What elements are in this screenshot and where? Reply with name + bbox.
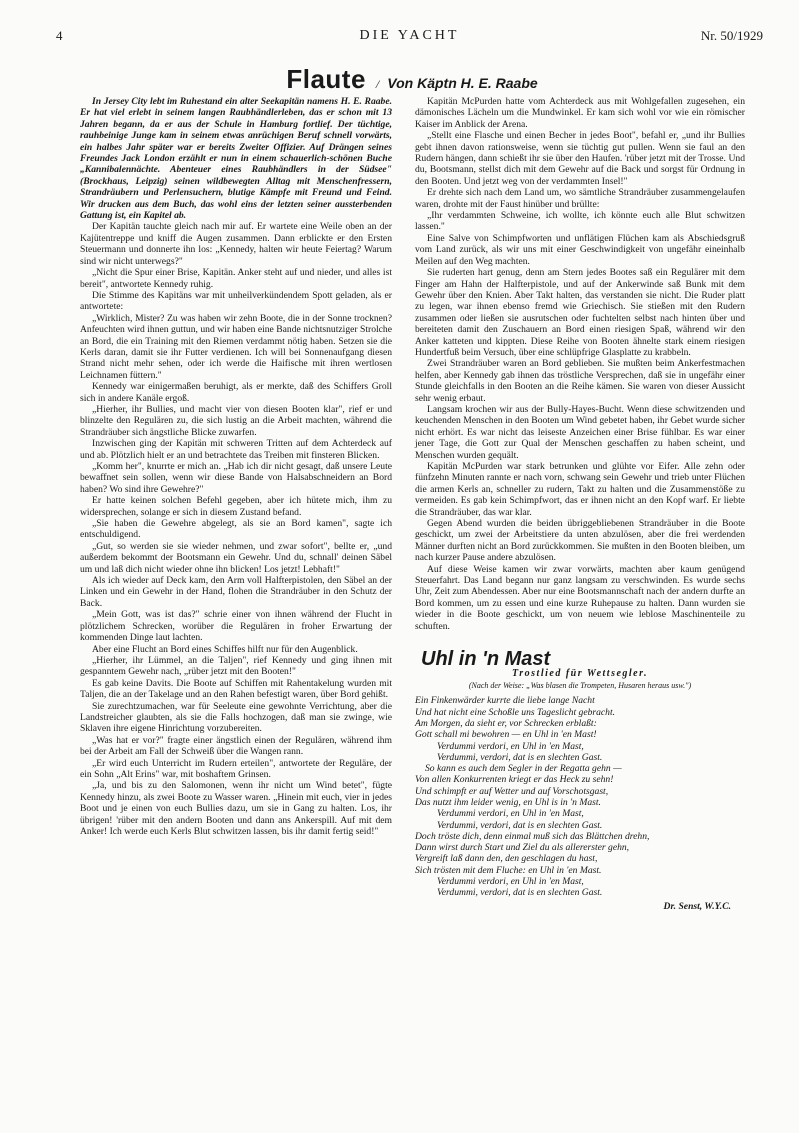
poem-subtitle: Trostlied für Wettsegler. <box>512 667 648 679</box>
poem-line: Doch tröste dich, denn einmal muß sich das Blättchen drehn, <box>415 830 650 842</box>
article-paragraph: „Hierher, ihr Lümmel, an die Taljen", rief Kennedy und ging ihnen mit gespanntem Gewehr nach, „rüber jetzt mit den Booten!" <box>80 654 392 678</box>
poem-melody-note: (Nach der Weise: „Was blasen die Trompeten, Husaren heraus usw.") <box>468 680 692 690</box>
left-column-body <box>80 221 392 837</box>
article-paragraph: Inzwischen ging der Kapitän mit schweren Tritten auf dem Achterdeck auf und ab. Plötzlich hielt er an und betrachtete das Treiben mit finsteren Blicken. <box>80 438 392 461</box>
article-paragraph: Er hatte keinen solchen Befehl gegeben, aber ich hütete mich, ihm zu widersprechen, solange er sich in diesem Zustand befand. <box>80 495 392 518</box>
poem-line: Gott schall mi bewohren — en Uhl in 'en Mast! <box>415 729 597 741</box>
article-paragraph: Zwei Strandräuber waren an Bord geblieben. Sie mußten beim Ankerfestmachen helfen, aber Kennedy gab ihnen das tröstliche Versprechen, daß sie in ungefähr einer Stunde gleichfalls in den Booten an die Reihe kämen. Sie waren von dieser Aussicht sehr wenig erbaut. <box>415 358 745 404</box>
poem-line: Dann wirst durch Start und Ziel du als allererster gehn, <box>415 842 630 854</box>
article-paragraph: „Nicht die Spur einer Brise, Kapitän. Anker steht auf und nieder, und alles ist bereit", antwortete Kennedy ruhig. <box>80 267 392 290</box>
poem-line: Verdummi, verdori, dat is en slechten Gast. <box>437 819 603 831</box>
article-paragraph: „Ja, und bis zu den Salomonen, wenn ihr nicht um Wind betet", fügte Kennedy hinzu, als zwei Boote zu Wasser waren. „Hinein mit euch, vier in jedes Boot und je einen von euch Bullies dazu, um sie in Gang zu halten. Los, ihr übrigen! 'rüber mit den andern Booten und dann ans Ankerspill. Auf mit dem Anker! Ich werde euch Kerls Blut schwitzen lassen, bis ihr damit fertig seid!" <box>80 780 392 837</box>
article-paragraph: Eine Salve von Schimpfworten und unflätigen Flüchen kam als Abschiedsgruß vom Land zurück, als wir uns mit einer Geschwindigkeit von ungefähr eineinhalb Meilen auf den Weg machten. <box>415 232 745 267</box>
article-paragraph: Der Kapitän tauchte gleich nach mir auf. Er wartete eine Weile oben an der Kajütentreppe und kniff die Augen zusammen. Dann erblickte er den Ersten Steuermann und donnerte ihn los: „Kennedy, halten wir heute Feiertag? Warum sind wir nicht unterwegs?" <box>80 221 392 267</box>
right-column <box>415 96 745 912</box>
poem-line: Und hat nicht eine Schoßle uns Tageslicht gebracht. <box>415 706 616 718</box>
article-paragraph: Kapitän McPurden war stark betrunken und glühte vor Eifer. Alle zehn oder fünfzehn Minuten rannte er nach vorn, schwang sein Gewehr und trieb unter Flüchen die armen Kerls an, schneller zu rudern, Takt zu halten und die Zusammenstöße zu vermeiden. Es gab kein Schimpfwort, das er ihnen nicht an den Kopf warf. Er liebte die Strandräuber, das war klar. <box>415 461 745 518</box>
article-intro: In Jersey City lebt im Ruhestand ein alter Seekapitän namens H. E. Raabe. Er hat viel erlebt in seinem langen Raubhändlerleben, das er schon mit 13 Jahren begann, da er aus der Schule in Hamburg fortlief. Der tüchtige, rauhbeinige Junge kam in seinem etwas anrüchigen Beruf schnell vorwärts, ein halbes Jahr später war er bereits Zweiter Offizier. Auf Drängen seines Freundes Jack London erzählt er nun in einem schauerlich-schönen Buche „Kannibalennächte. Abenteuer eines Raubhändlers in der Südsee" (Brockhaus, Leipzig) seinen wildbewegten Alltag mit Menschenfressern, Strandräubern und Perlensuchern, blutige Kämpfe mit Freund und Feind. Wir drucken aus dem Buch, das wohl eins der letzten seiner aussterbenden Gattung ist, ein Kapitel ab. <box>80 96 392 222</box>
poem-line: Am Morgen, da sieht er, vor Schrecken erblaßt: <box>415 717 597 729</box>
article-paragraph: „Wirklich, Mister? Zu was haben wir zehn Boote, die in der Sonne trocknen? Anfeuchten wird ihnen guttun, und wir haben eine Bande nichtsnutziger Strolche an Bord, die ein Training mit den Riemen verdammt nötig haben. Setzen sie die Kerls daran, damit sie ihr Futter verdienen. Ich will bei Sonnenaufgang diesen Strand nicht mehr sehen, oder ich werde die Haifische mit ihren wertlosen Leichnamen füttern." <box>80 312 392 381</box>
article-paragraph: Es gab keine Davits. Die Boote auf Schiffen mit Rahentakelung wurden mit Taljen, die an der Takelage und an den Rahen befestigt waren, über Bord gehißt. <box>80 677 392 701</box>
poem-line: Das nutzt ihm leider wenig, en Uhl is in 'n Mast. <box>415 796 601 808</box>
poem-line: Verdummi, verdori, dat is en slechten Gast. <box>437 751 603 763</box>
page-number: 4 <box>56 28 63 43</box>
poem-line: Vergreift laß dann den, den geschlagen du hast, <box>415 853 598 865</box>
article-paragraph: Aber eine Flucht an Bord eines Schiffes hilft nur für den Augenblick. <box>92 643 358 655</box>
poem-line: Von allen Konkurrenten kriegt er das Heck zu sehn! <box>415 774 614 786</box>
article-paragraph: „Sie haben die Gewehre abgelegt, als sie an Bord kamen", sagte ich entschuldigend. <box>80 518 392 541</box>
title-separator: / <box>375 77 380 91</box>
article-byline: Von Käptn H. E. Raabe <box>387 75 538 91</box>
poem-line: Verdummi verdori, en Uhl in 'en Mast, <box>437 740 584 752</box>
article-paragraph: Kennedy war einigermaßen beruhigt, als er merkte, daß des Schiffers Groll sich in andere Kanäle ergoß. <box>80 381 392 404</box>
poem-line: Verdummi verdori, en Uhl in 'en Mast, <box>437 808 584 820</box>
article-paragraph: „Gut, so werden sie sie wieder nehmen, und zwar sofort", bellte er, „und außerdem bekommt der Bootsmann ein Gewehr. Und du, schnall' deinen Säbel um und laß dich nicht wieder ohne ihn blicken! Los jetzt! Lebhaft!" <box>80 540 392 575</box>
article-paragraph: Er drehte sich nach dem Land um, wo sämtliche Strandräuber zusammengelaufen waren, drohte mit der Faust hinüber und brüllte: <box>415 187 745 210</box>
magazine-name: DIE YACHT <box>359 28 460 43</box>
article-paragraph: „Hierher, ihr Bullies, und macht vier von diesen Booten klar", rief er und blinzelte den Regulären zu, die sich lustig an die Arbeit machten, während die Strandräuber sich ängstliche Blicke zuwarfen. <box>80 403 392 438</box>
article-paragraph: Die Stimme des Kapitäns war mit unheilverkündendem Spott geladen, als er antwortete: <box>80 289 392 313</box>
page-header <box>56 28 763 46</box>
poem-line: Ein Finkenwärder kurrte die liebe lange Nacht <box>415 695 595 707</box>
poem-line: Verdummi verdori, en Uhl in 'en Mast, <box>437 876 584 888</box>
article-paragraph: „Was hat er vor?" fragte einer ängstlich einen der Regulären, während ihm bei der Arbeit am Fall der Schweiß über die Wangen rann. <box>80 734 392 758</box>
article-title: Flaute <box>286 64 366 94</box>
poem-line: Sich trösten mit dem Fluche: en Uhl in 'en Mast. <box>415 864 602 876</box>
left-column <box>80 96 392 837</box>
article-paragraph: Auf diese Weise kamen wir zwar vorwärts, machten aber kaum genügend Steuerfahrt. Das Land begann nur ganz langsam zu verschwinden. Es wurde sechs Uhr, Zeit zum Abendessen. Aber nur eine Bootsmannschaft nach der andern durfte an Bord kommen, um zu essen und eine kurze Ruhepause zu halten. Dann wurden sie wieder in die Boote geschickt, um von neuem wie leblose Maschinenteile zu schuften. <box>415 563 745 632</box>
poem-signature: Dr. Senst, W.Y.C. <box>663 900 731 912</box>
article-paragraph: Sie ruderten hart genug, denn am Stern jedes Bootes saß ein Regulärer mit dem Finger am Hahn der Halfterpistole, und auf der Ankerwinde saß Bunk mit dem Gewehr über den Knien. Aber Takt halten, das verstanden sie nicht. Die Ruder platt zu legen, war ihnen ebenso fremd wie Griechisch. Sie stießen mit den Rudern zusammen oder ließen sie ausrutschen oder fuchtelten selbst nach hinten über und bereiteten damit den Zuschauern an Bord einen riesigen Spaß, während wir den Anker katteten und kippten. Diese Reihe von Booten ähnelte stark einem riesigen Hundertfuß beim Versuch, über eine schlüpfrige Glasplatte zu krabbeln. <box>415 267 745 358</box>
article-paragraph: „Er wird euch Unterricht im Rudern erteilen", antwortete der Reguläre, der ein Sohn „Alt Erins" war, mit boshaftem Grinsen. <box>80 757 392 780</box>
poem-body <box>415 695 745 898</box>
poem-title: Uhl in 'n Mast <box>421 648 551 671</box>
article-paragraph: Gegen Abend wurden die beiden übriggebliebenen Strandräuber in die Boote geschickt, um zwei der Arbeitstiere da unten abzulösen, aber die frei werdenden Männer durften nicht an Bord zurückkommen. Sie mußten in den Booten bleiben, um nach kurzer Pause andere abzulösen. <box>415 518 745 564</box>
article-paragraph: Kapitän McPurden hatte vom Achterdeck aus mit Wohlgefallen zugesehen, ein dämonisches Lächeln um die Mundwinkel. Er kam sich wohl vor wie ein römischer Kaiser im Anblick der Arena. <box>415 96 745 130</box>
article-heading <box>56 64 768 95</box>
poem-line: Verdummi, verdori, dat is en slechten Gast. <box>437 887 603 899</box>
article-paragraph: „Stellt eine Flasche und einen Becher in jedes Boot", befahl er, „und ihr Bullies gebt ihnen davon rationsweise, wenn sie tüchtig gut pullen. Wenn sie faul an den Rudern hängen, dann schießt ihr sie über den Haufen. 'rüber jetzt mit der Trosse. Und du, Bootsmann, stellst dich mit dem Gewehr auf die Back und sorgst für Ordnung in den Booten. Und jetzt weg von der verdammten Insel!" <box>415 130 745 187</box>
article-paragraph: „Ihr verdammten Schweine, ich wollte, ich könnte euch alle Blut schwitzen lassen." <box>415 210 745 233</box>
article-paragraph: „Mein Gott, was ist das?" schrie einer von ihnen während der Flucht in plötzlichem Schrecken, worüber die Regulären in froher Erwartung der kommenden Dinge laut lachten. <box>80 609 392 644</box>
right-column-body <box>415 96 745 632</box>
article-paragraph: Langsam krochen wir aus der Bully-Hayes-Bucht. Wenn diese schwitzenden und keuchenden Menschen in den Booten um Wind gebetet haben, ihr Gebet wurde sicher nicht erhört. Es war nicht das leiseste Anzeichen einer Brise fühlbar. Es war einer jener Tage, die Gott zur Qual der Menschen geschaffen zu haben scheint, und Menschen wurden gequält. <box>415 403 745 461</box>
issue-number: Nr. 50/1929 <box>700 28 763 43</box>
article-paragraph: Als ich wieder auf Deck kam, den Arm voll Halfterpistolen, den Säbel an der Linken und ein Gewehr in der Hand, flohen die Strandräuber in den Schutz der Back. <box>80 575 392 609</box>
poem-line: Und schimpft er auf Wetter und auf Vorschotsgast, <box>415 785 609 797</box>
poem-line: So kann es auch dem Segler in der Regatta gehn — <box>425 763 622 775</box>
article-paragraph: Sie zurechtzumachen, war für Seeleute eine gewohnte Verrichtung, aber die Landstreicher glaubten, als sie die Falls hochzogen, daß man sie zwinge, wie Sklaven ihre eigene Hinrichtung vorzubereiten. <box>80 700 392 735</box>
article-paragraph: „Komm her", knurrte er mich an. „Hab ich dir nicht gesagt, daß unsere Leute bewaffnet sein sollen, wenn wir diese Bande von Halsabschneidern an Bord haben? Wo sind ihre Gewehre?" <box>80 461 392 495</box>
